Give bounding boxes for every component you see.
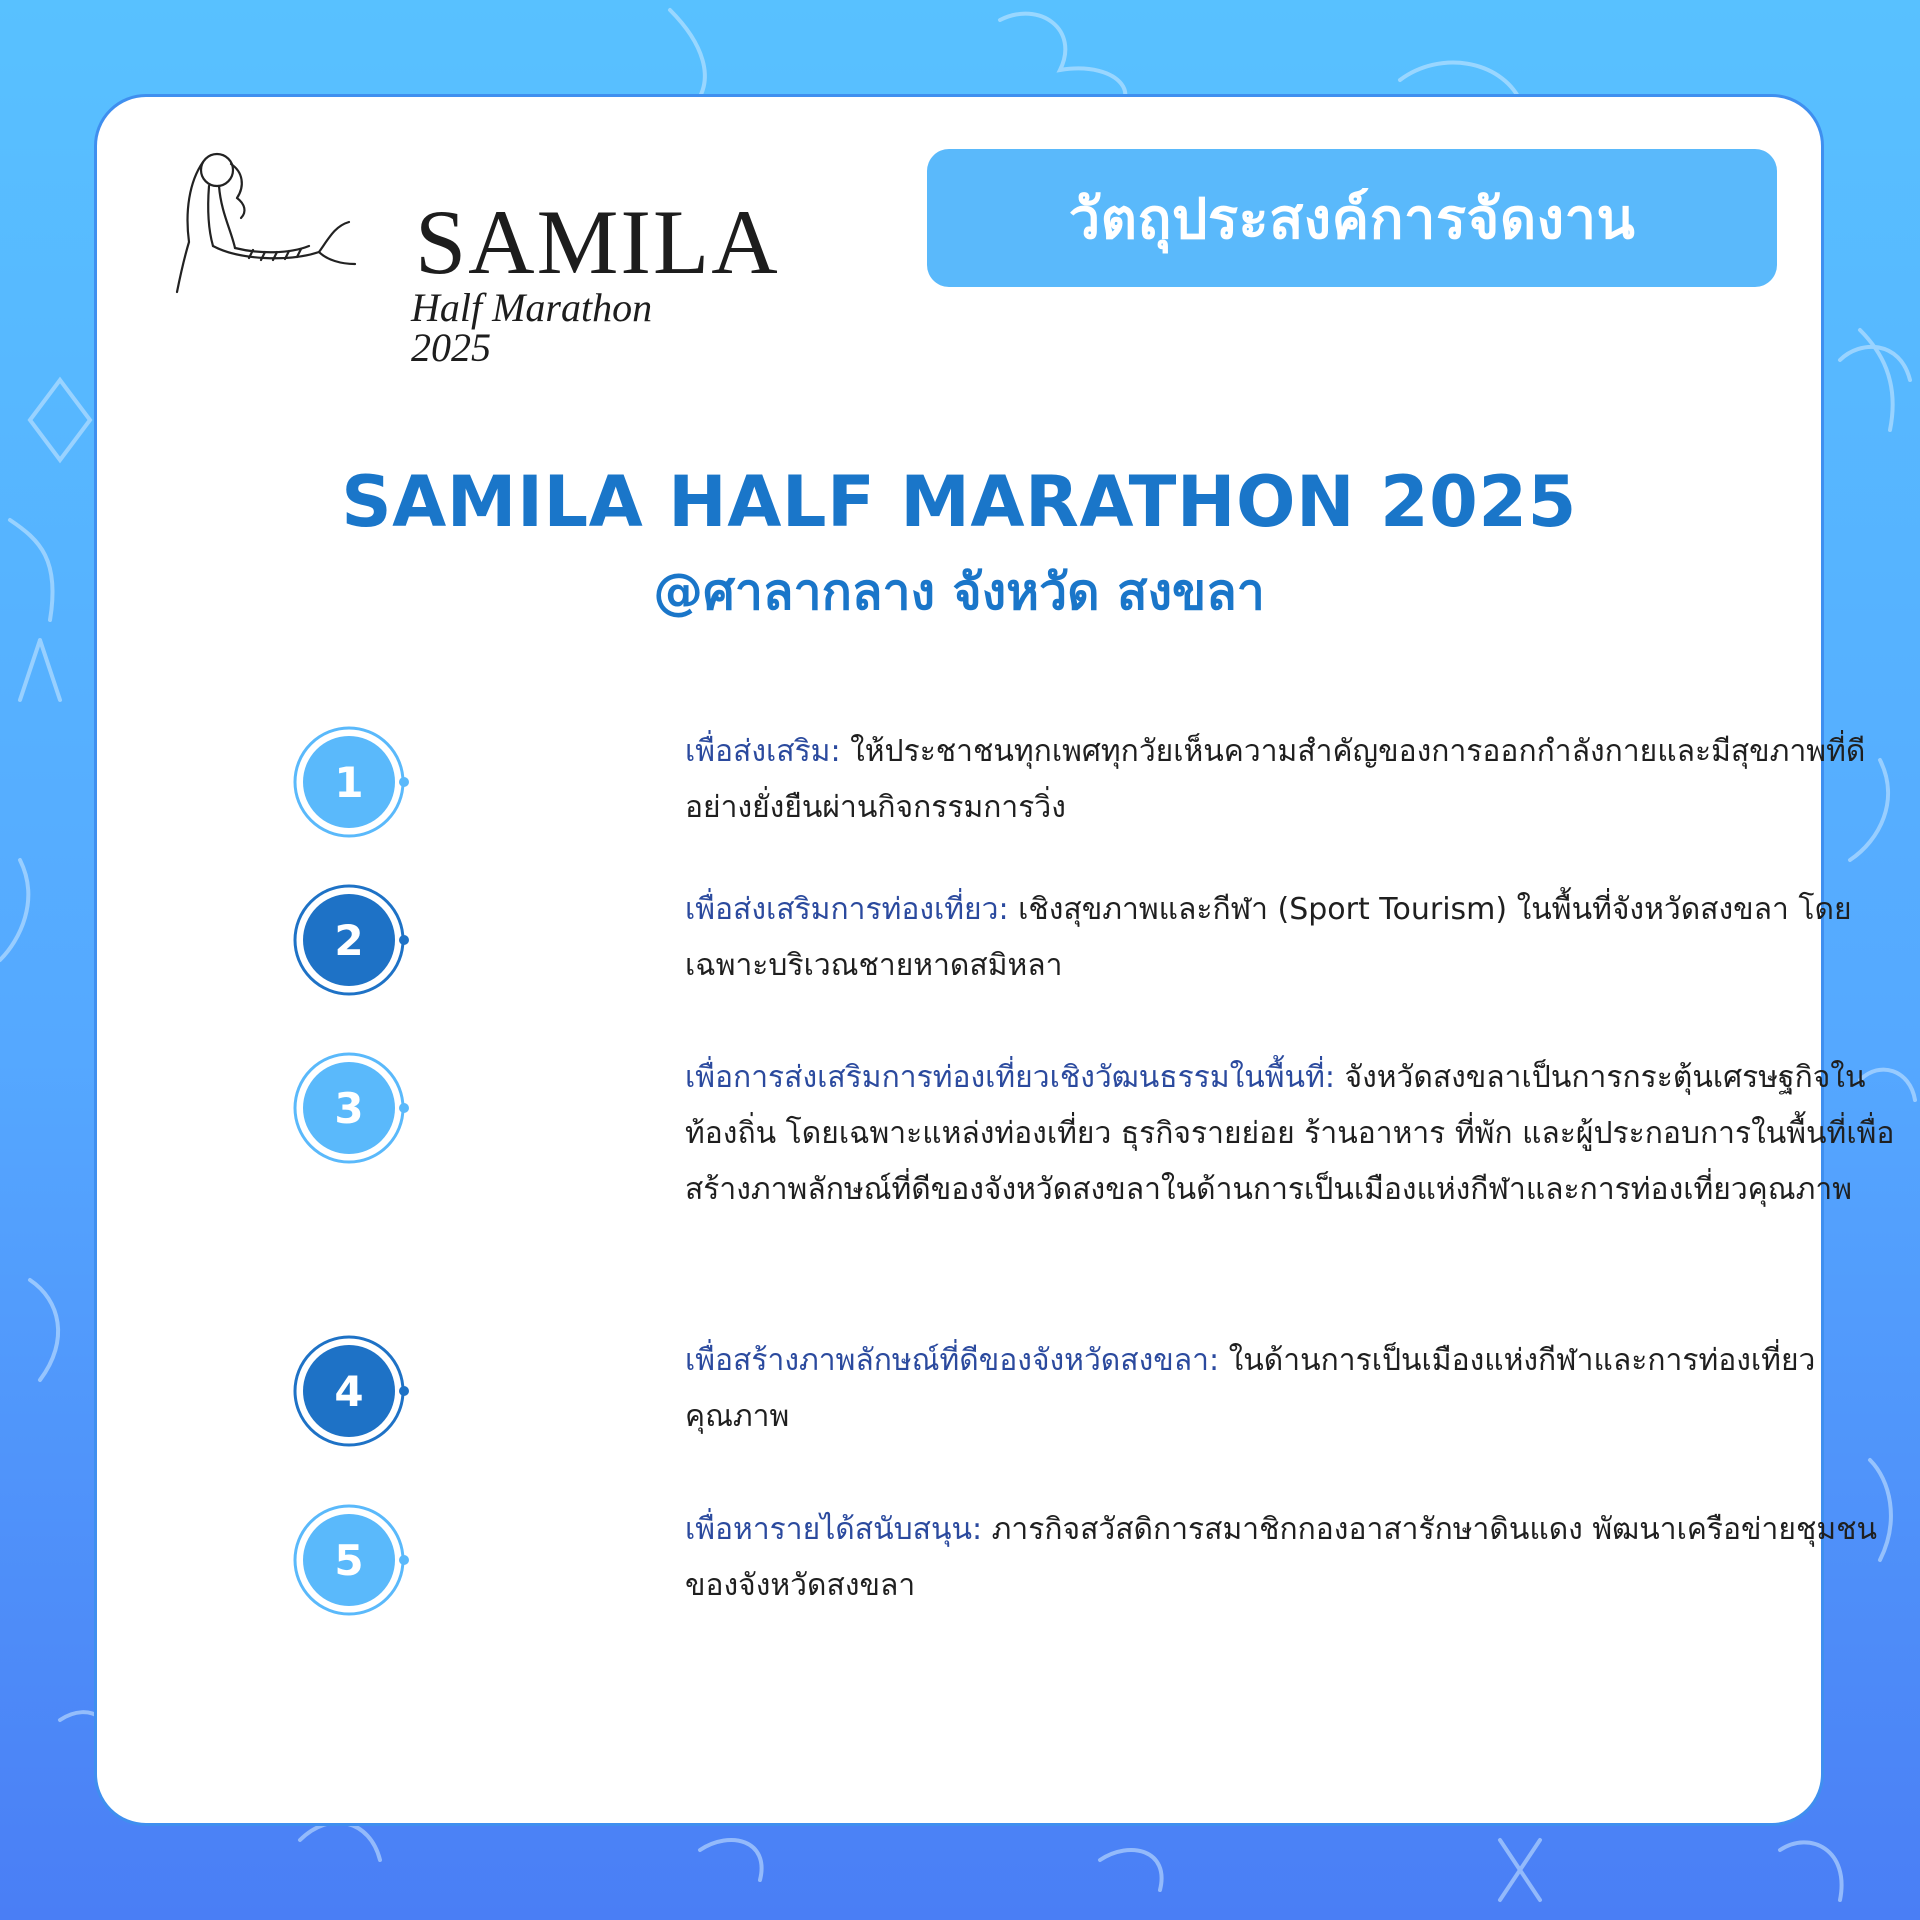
objective-heading: เพื่อหารายได้สนับสนุน: (685, 1512, 983, 1547)
event-venue: @ศาลากลาง จังหวัด สงขลา (653, 563, 1265, 621)
objective-text (685, 1333, 1905, 1445)
badge-number: 1 (334, 758, 364, 807)
section-header-label: วัตถุประสงค์การจัดงาน (1068, 186, 1636, 252)
objective-text (685, 882, 1905, 994)
content-card (94, 94, 1895, 1826)
number-badge-3 (293, 1050, 409, 1166)
logo-title: SAMILA (415, 191, 780, 293)
objectives-list (97, 97, 1895, 1823)
badge-number: 4 (334, 1367, 364, 1416)
objective-heading: เพื่อส่งเสริมการท่องเที่ยว: (685, 892, 1009, 927)
objective-heading: เพื่อการส่งเสริมการท่องเที่ยวเชิงวัฒนธรรมในพื้นที่: (685, 1060, 1335, 1095)
event-title: SAMILA HALF MARATHON 2025 (341, 461, 1577, 543)
number-badge-5 (293, 1502, 409, 1618)
number-badge-2 (293, 882, 409, 998)
objective-body: เชิงสุขภาพและกีฬา (Sport Tourism) ในพื้นที่จังหวัดสงขลา โดยเฉพาะบริเวณชายหาดสมิหลา (685, 892, 1852, 983)
badge-number: 3 (334, 1084, 364, 1133)
objective-body: ภารกิจสวัสดิการสมาชิกกองอาสารักษาดินแดง พัฒนาเครือข่ายชุมชนของจังหวัดสงขลา (685, 1512, 1877, 1603)
objective-heading: เพื่อสร้างภาพลักษณ์ที่ดีของจังหวัดสงขลา: (685, 1343, 1220, 1378)
objective-body: ในด้านการเป็นเมืองแห่งกีฬาและการท่องเที่ยวคุณภาพ (685, 1343, 1816, 1434)
objective-body: ให้ประชาชนทุกเพศทุกวัยเห็นความสำคัญของการออกกำลังกายและมีสุขภาพที่ดีอย่างยั่งยืนผ่านกิจกรรมการวิ่ง (685, 734, 1866, 825)
number-badge-4 (293, 1333, 409, 1449)
objective-heading: เพื่อส่งเสริม: (685, 734, 841, 769)
objective-text (685, 1502, 1905, 1614)
objective-text (685, 724, 1905, 836)
logo-subtitle: Half Marathon 2025 (411, 285, 653, 370)
number-badge-1 (293, 724, 409, 840)
badge-number: 5 (334, 1536, 364, 1585)
objective-text (685, 1050, 1905, 1218)
badge-number: 2 (334, 916, 364, 965)
objective-body: จังหวัดสงขลาเป็นการกระตุ้นเศรษฐกิจในท้องถิ่น โดยเฉพาะแหล่งท่องเที่ยว ธุรกิจรายย่อย ร้านอาหาร ที่พัก และผู้ประกอบการในพื้นที่เพื่อสร้างภาพลักษณ์ที่ดีของจังหวัดสงขลาในด้านการเป็นเมืองแห่งกีฬาและการท่องเที่ยวคุณภาพ (685, 1060, 1895, 1207)
